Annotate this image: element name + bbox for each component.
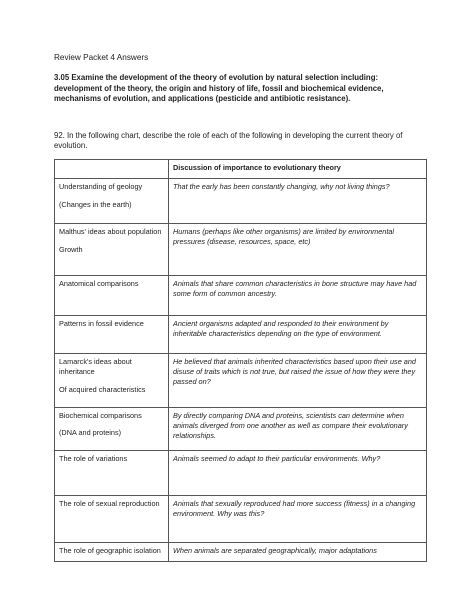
table-row: [55, 495, 427, 542]
table-row: [55, 178, 427, 223]
table-row: [55, 353, 427, 407]
evolution-chart-table: [54, 159, 427, 562]
table-header-row: [55, 159, 427, 178]
row-label: The role of sexual reproduction: [59, 498, 160, 508]
row-label: Lamarck's ideas about inheritance: [59, 356, 132, 376]
row-label-cell: [55, 178, 169, 223]
table-header-empty: [55, 159, 169, 178]
row-sublabel: Growth: [59, 244, 83, 254]
row-answer: Humans (perhaps like other organisms) are limited by environmental pressures (disease, resources, space, etc): [169, 223, 427, 275]
row-label-cell: [55, 407, 169, 450]
row-answer: He believed that animals inherited characteristics based upon their use and disuse of traits which is not true, but raised the issue of how they were they passed on?: [169, 353, 427, 407]
row-label-cell: [55, 353, 169, 407]
row-label: Malthus' ideas about population: [59, 226, 162, 236]
table-row: [55, 407, 427, 450]
row-label-cell: [55, 315, 169, 353]
row-label: Anatomical comparisons: [59, 278, 139, 288]
table-row: [55, 315, 427, 353]
row-label: Patterns in fossil evidence: [59, 318, 144, 328]
row-answer: Animals that share common characteristics in bone structure may have had some form of common ancestry.: [169, 275, 427, 315]
row-label-cell: [55, 542, 169, 561]
document-header: Review Packet 4 Answers: [54, 53, 149, 62]
table-row: [55, 542, 427, 561]
row-sublabel: (Changes in the earth): [59, 199, 132, 209]
row-answer: By directly comparing DNA and proteins, scientists can determine when animals diverged from one another as well as compare their evolutionary relationships.: [169, 407, 427, 450]
row-label: Biochemical comparisons: [59, 410, 142, 420]
table-row: [55, 223, 427, 275]
table-row: [55, 275, 427, 315]
row-label-cell: [55, 275, 169, 315]
table-row: [55, 450, 427, 495]
table-header-discussion: Discussion of importance to evolutionary theory: [169, 159, 427, 178]
row-answer: Animals that sexually reproduced had more success (fitness) in a changing environment. Why was this?: [169, 495, 427, 542]
row-answer: When animals are separated geographically, major adaptations: [169, 542, 427, 561]
row-label-cell: [55, 450, 169, 495]
row-sublabel: (DNA and proteins): [59, 427, 122, 437]
row-label: Understanding of geology: [59, 181, 143, 191]
row-label-cell: [55, 495, 169, 542]
row-label: The role of geographic isolation: [59, 545, 161, 555]
row-sublabel: Of acquired characteristics: [59, 384, 146, 394]
row-label-cell: [55, 223, 169, 275]
row-answer: Animals seemed to adapt to their particular environments. Why?: [169, 450, 427, 495]
row-answer: Ancient organisms adapted and responded to their environment by inheritable characteristics depending on the type of environment.: [169, 315, 427, 353]
document-page: [54, 52, 426, 562]
row-label: The role of variations: [59, 453, 128, 463]
standard-statement: 3.05 Examine the development of the theory of evolution by natural selection including: development of the theory, the origin and history of life, fossil and biochemical evidence, mechanisms of evolution, and applications (pesticide and antibiotic resistance).: [54, 73, 384, 104]
question-prompt: 92. In the following chart, describe the role of each of the following in developing the current theory of evolution.: [54, 130, 403, 151]
row-answer: That the early has been constantly changing, why not living things?: [169, 178, 427, 223]
